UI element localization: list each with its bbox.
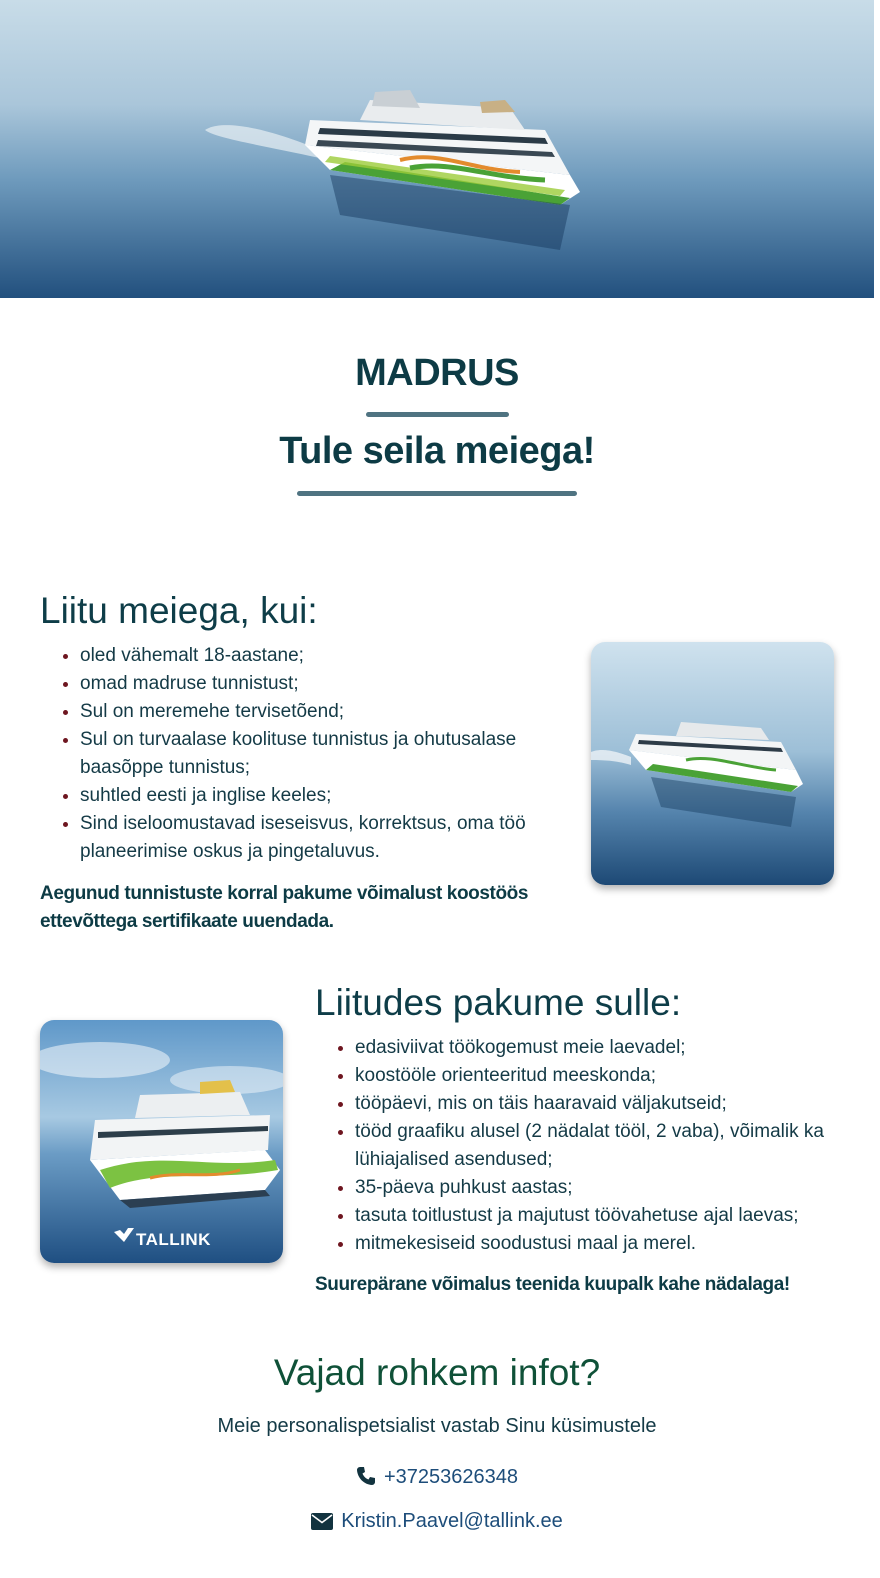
offer-list — [315, 1034, 875, 1258]
list-item: • Sind iseloomustavad iseseisvus, korrektsus, oma töö planeerimise oskus ja pingetaluvus. — [80, 810, 600, 866]
list-item: • mitmekesiseid soodustusi maal ja merel. — [355, 1230, 875, 1258]
title-divider — [366, 412, 509, 417]
email-link[interactable]: Kristin.Paavel@tallink.ee — [341, 1510, 563, 1532]
phone-link[interactable]: +37253626348 — [383, 1466, 519, 1488]
list-item: • Sul on meremehe tervisetõend; — [80, 698, 600, 726]
list-item: • 35-päeva puhkust aastas; — [355, 1174, 875, 1202]
offer-note: Suurepärane võimalus teenida kuupalk kahe nädalaga! — [315, 1274, 790, 1295]
ferry-photo-offer — [40, 1020, 283, 1263]
tallink-logo-text: TALLINK — [136, 1230, 211, 1249]
list-item: • tööpäevi, mis on täis haaravaid väljakutseid; — [355, 1090, 875, 1118]
list-item: • edasiviivat töökogemust meie laevadel; — [355, 1034, 875, 1062]
phone-icon — [356, 1466, 376, 1486]
list-item: • tasuta toitlustust ja majutust töövahetuse ajal laevas; — [355, 1202, 875, 1230]
list-item: • koostööle orienteeritud meeskonda; — [355, 1062, 875, 1090]
contact-heading: Vajad rohkem infot? — [273, 1352, 601, 1393]
contact-email[interactable] — [0, 1510, 874, 1533]
requirements-list — [40, 642, 600, 866]
requirements-note: Aegunud tunnistuste korral pakume võimalust koostöös ettevõttega sertifikaate uuendada. — [40, 883, 529, 932]
hero-image — [0, 0, 874, 298]
page-subtitle: Tule seila meiega! — [279, 430, 595, 472]
list-item: • Sul on turvaalase koolituse tunnistus ja ohutusalase baasõppe tunnistus; — [80, 726, 600, 782]
subtitle-divider — [297, 491, 577, 496]
requirements-heading: Liitu meiega, kui: — [40, 590, 318, 631]
list-item: • suhtled eesti ja inglise keeles; — [80, 782, 600, 810]
ferry-photo-side — [591, 642, 834, 885]
page-title: MADRUS — [355, 352, 519, 394]
contact-phone[interactable] — [0, 1466, 874, 1489]
envelope-icon — [311, 1513, 333, 1530]
list-item: • oled vähemalt 18-aastane; — [80, 642, 600, 670]
list-item: • tööd graafiku alusel (2 nädalat tööl, 2 vaba), võimalik ka lühiajalised asendused; — [355, 1118, 875, 1174]
offer-heading: Liitudes pakume sulle: — [315, 982, 682, 1023]
list-item: • omad madruse tunnistust; — [80, 670, 600, 698]
contact-text: Meie personalispetsialist vastab Sinu küsimustele — [217, 1415, 657, 1437]
